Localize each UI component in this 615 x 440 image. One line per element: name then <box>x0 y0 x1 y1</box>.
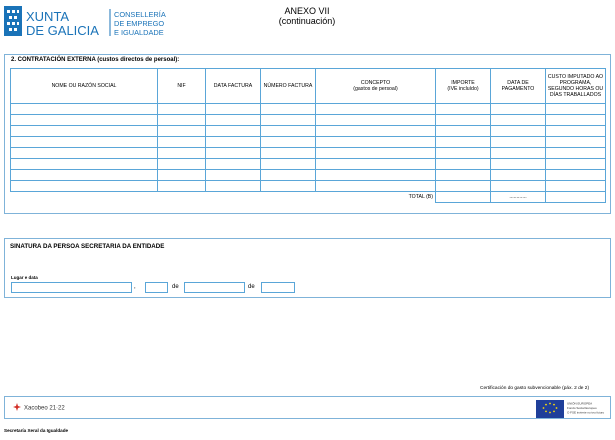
table-cell[interactable] <box>261 181 316 192</box>
table-cell[interactable] <box>261 148 316 159</box>
table-cell[interactable] <box>316 115 436 126</box>
total-amount-cell[interactable] <box>436 192 491 203</box>
table-cell[interactable] <box>158 137 206 148</box>
column-header <box>436 69 491 104</box>
table-cell[interactable] <box>206 137 261 148</box>
table-cell[interactable] <box>206 126 261 137</box>
table-cell[interactable] <box>546 170 606 181</box>
table-cell[interactable] <box>11 159 158 170</box>
column-header <box>491 69 546 104</box>
svg-text:DE EMPREGO: DE EMPREGO <box>114 19 165 28</box>
table-cell[interactable] <box>316 159 436 170</box>
table-cell[interactable] <box>436 159 491 170</box>
table-cell[interactable] <box>546 148 606 159</box>
xunta-logo <box>4 6 174 42</box>
annex-title <box>262 6 352 26</box>
certification-note: Certificación do gasto subvencionable (páx. 2 de 2) <box>480 386 590 391</box>
table-cell[interactable] <box>206 148 261 159</box>
column-header-sublabel: PAGAMENTO <box>501 86 535 92</box>
svg-text:UNIÓN EUROPEA: UNIÓN EUROPEA <box>567 401 593 406</box>
total-label: TOTAL (B) <box>11 192 436 203</box>
table-cell[interactable] <box>546 137 606 148</box>
column-header-label: NIF <box>177 83 186 89</box>
table-cell[interactable] <box>206 115 261 126</box>
table-cell[interactable] <box>316 137 436 148</box>
table-cell[interactable] <box>491 137 546 148</box>
table-cell[interactable] <box>261 115 316 126</box>
table-cell[interactable] <box>546 126 606 137</box>
place-date-label: Lugar e data <box>11 275 38 280</box>
table-cell[interactable] <box>491 159 546 170</box>
eu-flag-icon <box>536 400 564 418</box>
table-cell[interactable] <box>436 115 491 126</box>
table-cell[interactable] <box>316 148 436 159</box>
table-cell[interactable] <box>11 181 158 192</box>
table-row <box>11 137 606 148</box>
table-cell[interactable] <box>316 181 436 192</box>
table-cell[interactable] <box>261 104 316 115</box>
table-cell[interactable] <box>158 170 206 181</box>
table-cell[interactable] <box>11 148 158 159</box>
table-row <box>11 115 606 126</box>
table-cell[interactable] <box>11 126 158 137</box>
total-cost-cell[interactable] <box>546 192 606 203</box>
table-row <box>11 170 606 181</box>
table-cell[interactable] <box>158 126 206 137</box>
table-cell[interactable] <box>491 181 546 192</box>
table-cell[interactable] <box>11 115 158 126</box>
table-cell[interactable] <box>158 104 206 115</box>
table-cell[interactable] <box>491 115 546 126</box>
place-input[interactable] <box>11 282 132 293</box>
table-cell[interactable] <box>491 104 546 115</box>
svg-text:Fondo Social Europeo: Fondo Social Europeo <box>567 406 597 410</box>
table-cell[interactable] <box>546 115 606 126</box>
year-input[interactable] <box>261 282 295 293</box>
svg-text:CONSELLERÍA: CONSELLERÍA <box>114 10 166 19</box>
table-row <box>11 159 606 170</box>
table-cell[interactable] <box>436 170 491 181</box>
total-row <box>11 192 606 203</box>
svg-text:E IGUALDADE: E IGUALDADE <box>114 28 164 37</box>
table-row <box>11 126 606 137</box>
table-row <box>11 181 606 192</box>
xacobeo-logo <box>12 402 72 412</box>
table-cell[interactable] <box>436 181 491 192</box>
day-input[interactable] <box>145 282 168 293</box>
column-header <box>158 69 206 104</box>
table-cell[interactable] <box>206 159 261 170</box>
external-contracting-table <box>10 68 606 203</box>
table-cell[interactable] <box>11 170 158 181</box>
table-header-row <box>11 69 606 104</box>
table-cell[interactable] <box>436 104 491 115</box>
column-header <box>316 69 436 104</box>
table-cell[interactable] <box>261 137 316 148</box>
column-header <box>261 69 316 104</box>
table-cell[interactable] <box>546 104 606 115</box>
table-cell[interactable] <box>316 126 436 137</box>
table-cell[interactable] <box>546 159 606 170</box>
secretaria-label: Secretaría Xeral da Igualdade <box>4 428 69 433</box>
table-cell[interactable] <box>158 181 206 192</box>
table-cell[interactable] <box>206 104 261 115</box>
table-cell[interactable] <box>158 115 206 126</box>
table-cell[interactable] <box>316 104 436 115</box>
table-cell[interactable] <box>158 159 206 170</box>
table-cell[interactable] <box>491 148 546 159</box>
table-cell[interactable] <box>491 170 546 181</box>
table-cell[interactable] <box>11 104 158 115</box>
column-header-label: CONCEPTO <box>360 80 391 86</box>
column-header-label: NÚMERO FACTURA <box>263 83 313 89</box>
comma-separator: , <box>134 284 136 290</box>
table-cell[interactable] <box>158 148 206 159</box>
column-header <box>206 69 261 104</box>
column-header-sublabel: (IVE incluído) <box>447 86 479 92</box>
table-cell[interactable] <box>261 170 316 181</box>
table-cell[interactable] <box>436 148 491 159</box>
de-separator-2: de <box>248 284 255 290</box>
table-cell[interactable] <box>316 170 436 181</box>
column-header <box>11 69 158 104</box>
xacobeo-star-icon <box>13 403 21 411</box>
table-cell[interactable] <box>436 137 491 148</box>
table-cell[interactable] <box>491 126 546 137</box>
table-cell[interactable] <box>206 170 261 181</box>
column-header-label: NOME OU RAZÓN SOCIAL <box>51 83 117 89</box>
svg-text:DE GALICIA: DE GALICIA <box>26 23 99 38</box>
annex-title-line: ANEXO VII <box>284 6 330 16</box>
column-header-label: DATA FACTURA <box>213 83 253 89</box>
svg-text:Xacobeo 21·22: Xacobeo 21·22 <box>24 405 65 412</box>
table-row <box>11 148 606 159</box>
column-header-label: CUSTO IMPUTADO AO PROGRAMA, SEGUNDO HORAS OU DÍAS TRABALLADOS <box>547 74 604 98</box>
signature-title: SINATURA DA PERSOA SECRETARIA DA ENTIDADE <box>10 243 165 250</box>
column-header-label: IMPORTE <box>451 80 475 86</box>
svg-text:XUNTA: XUNTA <box>26 9 70 24</box>
table-cell[interactable] <box>436 126 491 137</box>
table-cell[interactable] <box>261 126 316 137</box>
table-row <box>11 104 606 115</box>
column-header <box>546 69 606 104</box>
svg-text:O FSE invierte no teu futuro: O FSE invierte no teu futuro <box>567 410 605 415</box>
eu-fse-logo <box>536 400 612 418</box>
total-payment-cell: ............ <box>491 192 546 203</box>
section-2-title: 2. CONTRATACIÓN EXTERNA (custos directos de persoal): <box>11 57 180 63</box>
annex-subtitle-line: (continuación) <box>278 16 336 26</box>
table-cell[interactable] <box>546 181 606 192</box>
column-header-sublabel: (gastos de persoal) <box>353 86 398 92</box>
footer-box <box>4 397 611 419</box>
month-input[interactable] <box>184 282 245 293</box>
table-cell[interactable] <box>206 181 261 192</box>
table-cell[interactable] <box>11 137 158 148</box>
column-header-label: DATA DE <box>507 80 529 86</box>
de-separator-1: de <box>172 284 179 290</box>
xunta-emblem-icon <box>4 6 22 36</box>
table-cell[interactable] <box>261 159 316 170</box>
